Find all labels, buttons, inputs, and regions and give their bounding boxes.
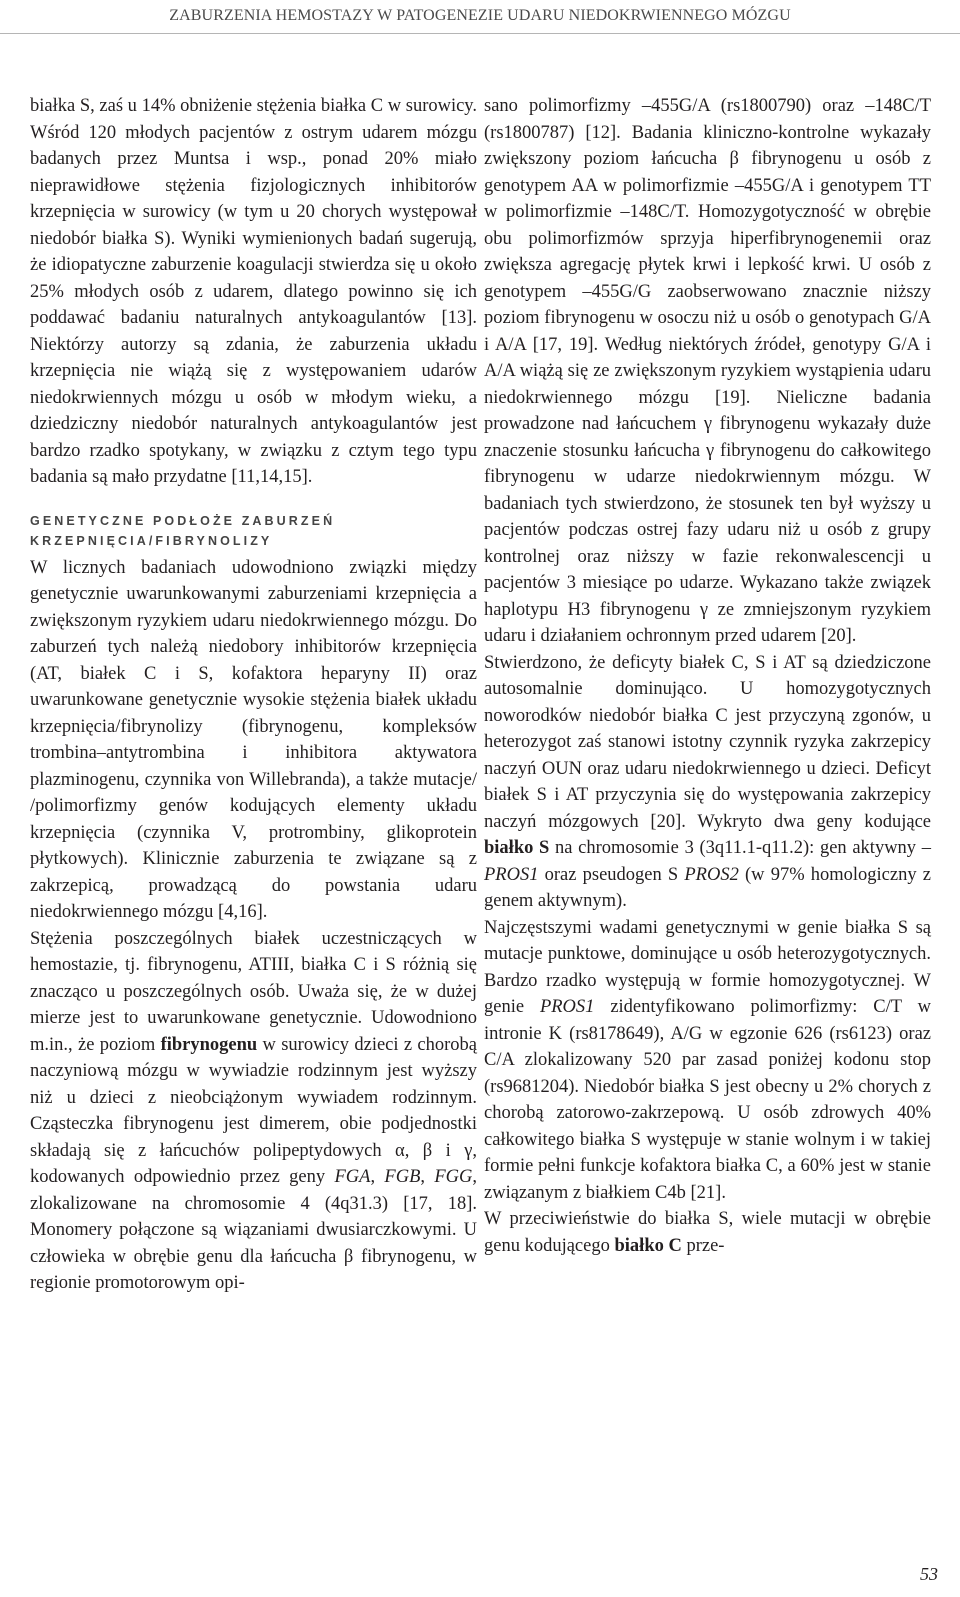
section-heading-line: GENETYCZNE PODŁOŻE ZABURZEŃ: [30, 513, 336, 528]
gene-name: PROS2: [684, 864, 739, 885]
paragraph: W licznych badaniach udowodniono związki między genetycznie uwarunkowanymi zaburzeniami krzepnięcia a zwiększonym ryzykiem udaru niedokrwiennego mózgu. Do zaburzeń tych należą niedobory inhibitorów krzepnięcia (AT, białek C i S, kofaktora heparyny II) oraz uwarunkowane genetycznie wysokie stężenia białek układu krzepnięcia/fibrynolizy (fibrynogenu, kompleksów trombina–antytrombina i inhibitora aktywatora plazminogenu, czynnika von Willebranda), a także mutacje/ /polimorfizmy genów kodujących elementy układu krzepnięcia (czynnika V, protrombiny, glikoprotein płytkowych). Klinicznie zaburzenia te związane są z zakrzepicą, prowadzącą do powstania udaru niedokrwiennego mózgu [4,16].: [30, 557, 477, 922]
page-number: 53: [920, 1564, 938, 1584]
gene-name: FGA: [334, 1167, 371, 1187]
paragraph: Najczęstszymi wadami genetycznymi w genie białka S są mutacje punktowe, dominujące u osób heterozygotycznych. Bardzo rzadko występują w formie homozygotycznej. W genie PROS1 zidentyfikowano polimorfizmy: C/T w intronie K (rs8178649), A/G w egzonie 626 (rs6123) oraz C/A zlokalizowany 520 par zasad poniżej kodonu stop (rs9681204). Niedobór białka S jest obecny u 2% chorych z chorobą zatorowo-zakrzepową. U osób zdrowych 40% całkowitego białka S występuje w stanie wolnym i w takiej formie pełni funkcje kofaktora białka C, a 60% jest w stanie związanym z białkiem C4b [21].: [484, 917, 931, 1203]
paragraph: Stężenia poszczególnych białek uczestniczących w hemostazie, tj. fibrynogenu, ATIII, białka C i S różnią się znacząco u poszczególnych osób. Uważa się, że w dużej mierze jest to uwarunkowane genetycznie. Udowodniono m.in., że poziom fibrynogenu w surowicy dzieci z chorobą naczyniową mózgu w wywiadzie rodzinnym jest wyższy niż u dzieci z nieobciążonym wywiadem rodzinnym. Cząsteczka fibrynogenu jest dimerem, obie podjednostki składają się z łańcuchów polipeptydowych α, β i γ, kodowanych odpowiednio przez geny FGA, FGB, FGG, zlokalizowane na chromosomie 4 (4q31.3) [17, 18]. Monomery połączone są wiązaniami dwusiarczkowymi. U człowieka w obrębie genu dla łańcucha β fibrynogenu, w regionie promotorowym opi-: [30, 928, 478, 1293]
right-column: [484, 93, 931, 1259]
section-heading-line: KRZEPNIĘCIA/FIBRYNOLIZY: [30, 533, 273, 548]
paragraph: W przeciwieństwie do białka S, wiele mutacji w obrębie genu kodującego białko C prze-: [484, 1209, 931, 1256]
gene-name: PROS1: [539, 997, 595, 1017]
header-rule: [0, 33, 960, 34]
gene-name: FGB: [384, 1167, 421, 1187]
bold-term: białko C: [614, 1235, 682, 1256]
paragraph: białka S, zaś u 14% obniżenie stężenia białka C w surowicy. Wśród 120 młodych pacjentów z ostrym udarem mózgu badanych przez Muntsa i wsp., ponad 20% miało nieprawidłowe stężenia fizjologicznych inhibitorów krzepnięcia w surowicy (w tym u 20 chorych występował niedobór białka S). Wyniki wymienionych badań sugerują, że idiopatyczne zaburzenie koagulacji stwierdza się u około 25% młodych osób z udarem, dlatego powinno się ich poddawać badaniu naturalnych antykoagulantów [13]. Niektórzy autorzy są zdania, że zaburzenia układu krzepnięcia nie wiążą się z występowaniem udarów niedokrwiennych mózgu u osób w młodym wieku, a dziedziczny niedobór naturalnych antykoagulantów jest bardzo rzadko spotykany, w związku z cztym tego typu badania są mało przydatne [11,14,15].: [30, 96, 477, 487]
running-header: ZABURZENIA HEMOSTAZY W PATOGENEZIE UDARU NIEDOKRWIENNEGO MÓZGU: [169, 7, 791, 24]
section-heading: [30, 511, 477, 551]
left-column: [30, 93, 477, 1297]
bold-term: białko S: [484, 838, 550, 858]
gene-name: PROS1: [484, 864, 539, 885]
bold-term: fibrynogenu: [160, 1034, 258, 1055]
paragraph: Stwierdzono, że deficyty białek C, S i AT są dziedziczone autosomalnie dominująco. U homozygotycznych noworodków niedobór białka C jest przyczyną zgonów, u heterozygot zaś stanowi istotny czynnik ryzyka zakrzepicy naczyń OUN oraz udaru niedokrwiennego u dzieci. Deficyt białek S i AT przyczynia się do występowania zakrzepicy naczyń mózgowych [20]. Wykryto dwa geny kodujące białko S na chromosomie 3 (3q11.1-q11.2): gen aktywny – PROS1 oraz pseudogen S PROS2 (w 97% homologiczny z genem aktywnym).: [484, 652, 931, 911]
gene-name: FGG: [434, 1167, 473, 1187]
paragraph: sano polimorfizmy –455G/A (rs1800790) oraz –148C/T (rs1800787) [12]. Badania kliniczno-kontrolne wykazały zwiększony poziom łańcucha β fibrynogenu u osób z genotypem AA w polimorfizmie –455G/A i genotypem TT w polimorfizmie –148C/T. Homozygotyczność w obrębie obu polimorfizmów sprzyja hiperfibrynogenemii oraz zwiększa agregację płytek krwi i lepkość krwi. U osób z genotypem –455G/G zaobserwowano znacznie niższy poziom fibrynogenu w osoczu niż u osób o genotypach G/A i A/A [17, 19]. Według niektórych źródeł, genotypy G/A i A/A wiążą się ze zwiększonym ryzykiem wystąpienia udaru niedokrwiennego mózgu [19]. Nieliczne badania prowadzone nad łańcuchem γ fibrynogenu wykazały duże znaczenie stosunku łańcucha γ fibrynogenu do całkowitego fibrynogenu w udarze niedokrwiennym mózgu. W badaniach tych stwierdzono, że stosunek ten był wyższy u pacjentów podczas ostrej fazy udaru niż u osób z grupy kontrolnej oraz niższy w fazie rekonwalescencji u pacjentów 3 miesiące po udarze. Wykazano także związek haplotypu H3 fibrynogenu γ ze zmniejszonym ryzykiem udaru i działaniem ochronnym przed udarem [20].: [484, 96, 931, 646]
